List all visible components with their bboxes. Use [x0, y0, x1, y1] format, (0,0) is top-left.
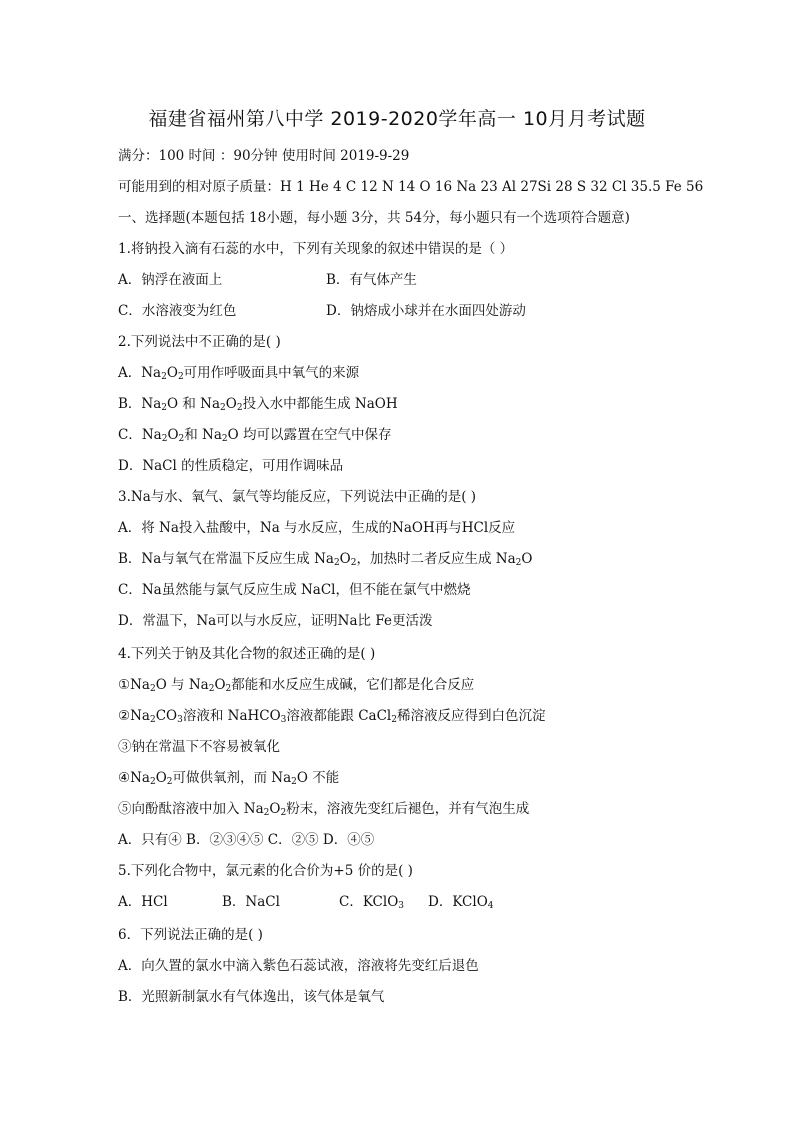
question-5-option-c: C．KClO$_3$ [339, 894, 405, 911]
question-3-stem: 3.Na与水、氧气、氯气等均能反应，下列说法中正确的是( ) [118, 489, 477, 505]
question-4-stem: 4.下列关于钠及其化合物的叙述正确的是( ) [118, 646, 376, 662]
question-1-option-b: B．有气体产生 [326, 272, 417, 288]
question-1-option-d: D．钠熔成小球并在水面四处游动 [326, 303, 526, 319]
question-4-statement-3: ③钠在常温下不容易被氧化 [118, 739, 280, 755]
question-4-statement-1: $①Na_2O$ 与 $Na_2O_2$都能和水反应生成碱，它们都是化合反应 [118, 677, 475, 694]
question-5-option-d: D．KClO$_4$ [428, 894, 494, 911]
question-5-stem: 5.下列化合物中，氯元素的化合价为+5 价的是( ) [118, 863, 413, 879]
atomic-masses-line: 可能用到的相对原子质量：H 1 He 4 C 12 N 14 O 16 Na 23 Al 27Si 28 S 32 Cl 35.5 Fe 56 [118, 179, 704, 195]
question-1-stem: 1.将钠投入滴有石蕊的水中，下列有关现象的叙述中错误的是（ ） [118, 241, 514, 257]
question-3-option-a: A．将 Na投入盐酸中，Na 与水反应，生成的NaOH再与HCl反应 [118, 520, 516, 536]
question-2-option-d: D．NaCl 的性质稳定，可用作调味品 [118, 458, 344, 474]
question-2-stem: 2.下列说法中不正确的是( ) [118, 334, 281, 350]
question-5-option-a: A．HCl [118, 894, 168, 910]
question-2-option-a: A．$Na_2O_2$可用作呼吸面具中氧气的来源 [118, 365, 360, 382]
exam-title: 福建省福州第八中学 2019-2020学年高一 10月月考试题 [148, 108, 646, 130]
question-6-option-a: A．向久置的氯水中滴入紫色石蕊试液，溶液将先变红后退色 [118, 958, 479, 974]
question-4-statement-2: $②Na_2CO_3$溶液和 NaHCO$_3$溶液都能跟 CaCl$_2$稀溶液反应得到白色沉淀 [118, 708, 546, 725]
question-6-stem: 6．下列说法正确的是( ) [118, 927, 263, 943]
section-heading: 一、选择题(本题包括 18小题，每小题 3分，共 54分，每小题只有一个选项符合题意) [118, 210, 630, 226]
question-6-option-b: B．光照新制氯水有气体逸出，该气体是氧气 [118, 989, 385, 1005]
question-2-option-b: B．$Na_2O$ 和 $Na_2O_2$投入水中都能生成 NaOH [118, 396, 398, 413]
question-2-option-c: C．$Na_2O_2$和 $Na_2O$ 均可以露置在空气中保存 [118, 427, 392, 444]
question-1-option-c: C．水溶液变为红色 [118, 303, 237, 319]
exam-meta-line: 满分：100 时间 ：90分钟 使用时间 2019-9-29 [118, 148, 410, 164]
question-4-statement-4: $④Na_2O_2$可做供氧剂，而 $Na_2O$ 不能 [118, 770, 340, 787]
question-5-option-b: B．NaCl [222, 894, 280, 910]
question-3-option-c: C．Na虽然能与氯气反应生成 NaCl，但不能在氯气中燃烧 [118, 582, 471, 598]
question-3-option-d: D．常温下，Na可以与水反应，证明Na比 Fe更活泼 [118, 613, 433, 629]
question-4-statement-5: ⑤向酚酞溶液中加入 $Na_2O_2$粉末，溶液先变红后褪色，并有气泡生成 [118, 801, 530, 818]
question-1-option-a: A．钠浮在液面上 [118, 272, 223, 288]
question-4-options: A．只有④ B．②③④⑤ C．②⑤ D．④⑤ [118, 832, 375, 848]
question-3-option-b: B．Na与氧气在常温下反应生成 $Na_2O_2$，加热时二者反应生成 $Na_2O$ [118, 551, 533, 568]
